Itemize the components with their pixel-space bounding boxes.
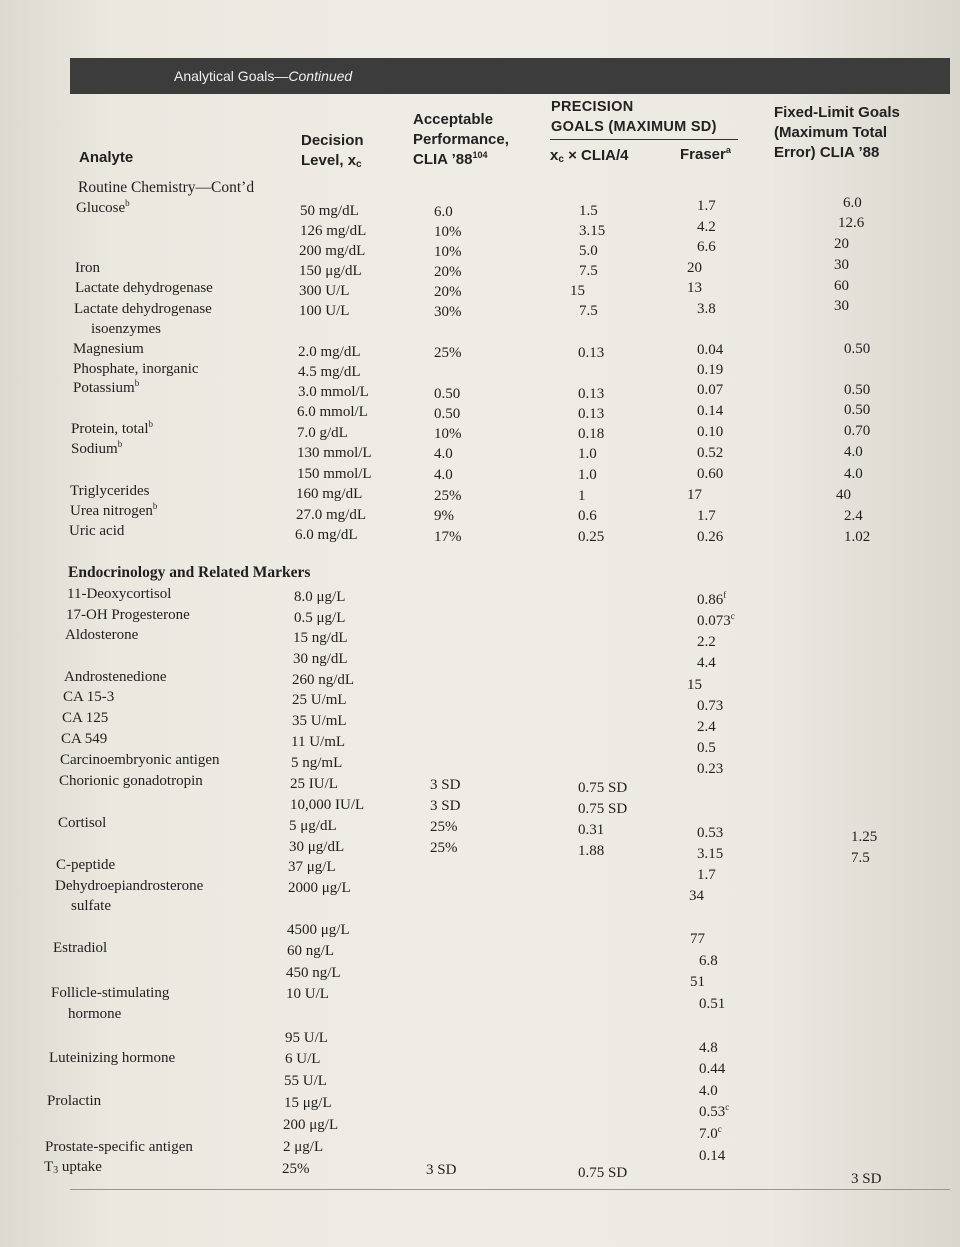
decision-level-cell: 95 U/L	[285, 1030, 328, 1046]
header-acceptable-line1: Acceptable	[413, 111, 494, 128]
fraser-cell: 0.14	[697, 403, 724, 419]
fraser-cell: 3.8	[697, 301, 716, 317]
fraser-cell: 0.5	[697, 740, 716, 756]
page-bottom-rule	[70, 1189, 950, 1190]
decision-level-cell: 200 mg/dL	[299, 243, 366, 259]
decision-level-cell: 126 mg/dL	[300, 223, 367, 239]
clia4-cell: 0.75 SD	[578, 780, 628, 796]
decision-level-cell: 150 mmol/L	[297, 466, 372, 482]
fraser-cell: 34	[689, 888, 704, 904]
acceptable-performance-cell: 17%	[434, 529, 462, 545]
fixed-limit-cell: 0.50	[844, 382, 871, 398]
acceptable-performance-cell: 3 SD	[426, 1162, 457, 1178]
analyte-cell: isoenzymes	[91, 321, 161, 337]
decision-level-cell: 35 U/mL	[292, 713, 347, 729]
decision-level-cell: 160 mg/dL	[296, 486, 363, 502]
fraser-cell: 0.53	[697, 825, 724, 841]
analyte-cell: Prolactin	[47, 1093, 102, 1109]
analyte-cell: Follicle-stimulating	[51, 985, 170, 1001]
fraser-cell: 0.14	[699, 1148, 726, 1164]
fixed-limit-cell: 6.0	[843, 195, 862, 211]
clia4-cell: 0.25	[578, 529, 605, 545]
fixed-limit-cell: 1.25	[851, 829, 878, 845]
decision-level-cell: 200 μg/L	[283, 1117, 339, 1133]
acceptable-performance-cell: 30%	[434, 304, 462, 320]
fraser-cell: 17	[687, 487, 702, 503]
section-endocrinology: Endocrinology and Related Markers	[68, 564, 311, 581]
acceptable-performance-cell: 25%	[434, 345, 462, 361]
decision-level-cell: 5 μg/dL	[289, 818, 337, 834]
decision-level-cell: 5 ng/mL	[291, 755, 343, 771]
acceptable-performance-cell: 0.50	[434, 406, 461, 422]
analyte-cell: CA 125	[62, 710, 109, 726]
fixed-limit-cell: 20	[834, 236, 849, 252]
decision-level-cell: 27.0 mg/dL	[296, 507, 366, 523]
decision-level-cell: 55 U/L	[284, 1073, 327, 1089]
acceptable-performance-cell: 25%	[430, 840, 458, 856]
decision-level-cell: 4500 μg/L	[287, 922, 350, 938]
fixed-limit-cell: 2.4	[844, 508, 863, 524]
acceptable-performance-cell: 10%	[434, 426, 462, 442]
acceptable-performance-cell: 3 SD	[430, 798, 461, 814]
analyte-cell: Iron	[75, 260, 100, 276]
analyte-cell: Chorionic gonadotropin	[59, 773, 203, 789]
fraser-cell: 0.073$^c$	[697, 611, 735, 629]
analyte-cell: Potassium$^b$	[73, 378, 140, 396]
fraser-cell: 4.2	[697, 219, 716, 235]
decision-level-cell: 6.0 mmol/L	[297, 404, 368, 420]
acceptable-performance-cell: 20%	[434, 264, 462, 280]
fixed-limit-cell: 0.50	[844, 341, 871, 357]
analyte-cell: Prostate-specific antigen	[45, 1139, 193, 1155]
fraser-cell: 1.7	[697, 508, 716, 524]
analyte-cell: 17-OH Progesterone	[66, 607, 190, 623]
table-title-banner	[70, 58, 950, 94]
acceptable-performance-cell: 10%	[434, 224, 462, 240]
analyte-cell: CA 15-3	[63, 689, 115, 705]
fraser-cell: 3.15	[697, 846, 724, 862]
clia4-cell: 0.13	[578, 345, 605, 361]
clia4-cell: 1.0	[578, 446, 597, 462]
fraser-cell: 6.6	[697, 239, 716, 255]
fraser-cell: 0.26	[697, 529, 724, 545]
fraser-cell: 20	[687, 260, 702, 276]
fraser-cell: 1.7	[697, 198, 716, 214]
clia4-cell: 7.5	[579, 263, 598, 279]
acceptable-performance-cell: 6.0	[434, 204, 453, 220]
fraser-cell: 0.23	[697, 761, 724, 777]
decision-level-cell: 150 μg/dL	[299, 263, 362, 279]
analyte-cell: C-peptide	[56, 857, 116, 873]
analyte-cell: Triglycerides	[70, 483, 150, 499]
fraser-cell: 0.60	[697, 466, 724, 482]
header-fixed-line2: (Maximum Total	[774, 124, 888, 141]
analyte-cell: 11-Deoxycortisol	[67, 586, 172, 602]
fixed-limit-cell: 40	[836, 487, 851, 503]
decision-level-cell: 260 ng/dL	[292, 672, 355, 688]
analyte-cell: Cortisol	[58, 815, 107, 831]
fraser-cell: 6.8	[699, 953, 718, 969]
fraser-cell: 0.52	[697, 445, 724, 461]
decision-level-cell: 0.5 μg/L	[294, 610, 346, 626]
header-decision-line1: Decision	[301, 132, 364, 149]
decision-level-cell: 2000 μg/L	[288, 880, 351, 896]
analyte-cell: hormone	[68, 1006, 122, 1022]
fraser-cell: 0.53$^c$	[699, 1102, 730, 1120]
analyte-cell: Androstenedione	[64, 669, 167, 685]
fraser-cell: 0.19	[697, 362, 724, 378]
decision-level-cell: 300 U/L	[299, 283, 350, 299]
fraser-cell: 13	[687, 280, 702, 296]
clia4-cell: 0.18	[578, 426, 605, 442]
analyte-cell: Urea nitrogen$^b$	[70, 501, 158, 519]
decision-level-cell: 3.0 mmol/L	[298, 384, 369, 400]
analyte-cell: Uric acid	[69, 523, 125, 539]
header-acceptable-line3: CLIA $’88^{104}$	[413, 150, 488, 168]
decision-level-cell: 2.0 mg/dL	[298, 344, 361, 360]
fraser-cell: 4.4	[697, 655, 716, 671]
analyte-cell: Estradiol	[53, 940, 108, 956]
acceptable-performance-cell: 25%	[430, 819, 458, 835]
analyte-cell: $T_3$ uptake	[44, 1159, 102, 1176]
fraser-cell: 0.86$^f$	[697, 590, 727, 608]
header-precision-goals	[551, 97, 717, 137]
fixed-limit-cell: 3 SD	[851, 1171, 882, 1187]
fraser-cell: 0.73	[697, 698, 724, 714]
fraser-cell: 4.0	[699, 1083, 718, 1099]
decision-level-cell: 130 mmol/L	[297, 445, 372, 461]
clia4-cell: 0.6	[578, 508, 597, 524]
acceptable-performance-cell: 10%	[434, 244, 462, 260]
clia4-cell: 1.88	[578, 843, 605, 859]
header-fraser: Fraser$^a$	[680, 145, 731, 163]
decision-level-cell: 2 μg/L	[283, 1139, 324, 1155]
banner-continued: Continued	[288, 68, 353, 84]
decision-level-cell: 30 ng/dL	[293, 651, 348, 667]
decision-level-cell: 6 U/L	[285, 1051, 321, 1067]
analyte-cell: Carcinoembryonic antigen	[60, 752, 220, 768]
decision-level-cell: 25%	[282, 1161, 310, 1177]
fraser-cell: 2.4	[697, 719, 716, 735]
clia4-cell: 0.31	[578, 822, 605, 838]
fraser-cell: 15	[687, 677, 702, 693]
analyte-cell: Glucose$^b$	[76, 198, 130, 216]
clia4-cell: 1	[578, 488, 586, 504]
section-routine-chemistry: Routine Chemistry—Cont’d	[78, 179, 255, 196]
clia4-cell: 1.0	[578, 467, 597, 483]
header-clia4: $x_c$ × CLIA/4	[550, 147, 629, 165]
decision-level-cell: 7.0 g/dL	[297, 425, 348, 441]
acceptable-performance-cell: 4.0	[434, 467, 453, 483]
clia4-cell: 0.13	[578, 406, 605, 422]
header-analyte: Analyte	[79, 149, 134, 166]
analyte-cell: sulfate	[71, 898, 111, 914]
fixed-limit-cell: 30	[834, 257, 849, 273]
clia4-cell: 0.13	[578, 386, 605, 402]
acceptable-performance-cell: 25%	[434, 488, 462, 504]
precision-header-rule	[550, 139, 738, 140]
decision-level-cell: 10 U/L	[286, 986, 329, 1002]
decision-level-cell: 6.0 mg/dL	[295, 527, 358, 543]
header-decision-level	[301, 131, 364, 171]
analyte-cell: Phosphate, inorganic	[73, 361, 199, 377]
analyte-cell: Protein, total$^b$	[71, 419, 153, 437]
analyte-cell: Lactate dehydrogenase	[75, 280, 213, 296]
fixed-limit-cell: 0.50	[844, 402, 871, 418]
decision-level-cell: 25 U/mL	[292, 692, 347, 708]
analyte-cell: Luteinizing hormone	[49, 1050, 176, 1066]
fraser-cell: 77	[690, 931, 705, 947]
decision-level-cell: 30 μg/dL	[289, 839, 345, 855]
header-acceptable-performance	[413, 110, 509, 170]
acceptable-performance-cell: 3 SD	[430, 777, 461, 793]
clia4-cell: 0.75 SD	[578, 801, 628, 817]
fraser-cell: 1.7	[697, 867, 716, 883]
fraser-cell: 0.04	[697, 342, 724, 358]
fixed-limit-cell: 4.0	[844, 444, 863, 460]
fixed-limit-cell: 0.70	[844, 423, 871, 439]
fixed-limit-cell: 4.0	[844, 466, 863, 482]
fraser-cell: 7.0$^c$	[699, 1124, 722, 1142]
decision-level-cell: 15 μg/L	[284, 1095, 332, 1111]
fraser-cell: 2.2	[697, 634, 716, 650]
clia4-cell: 5.0	[579, 243, 598, 259]
header-precision-line1: PRECISION	[551, 99, 634, 115]
clia4-cell: 3.15	[579, 223, 606, 239]
fixed-limit-cell: 30	[834, 298, 849, 314]
fixed-limit-cell: 1.02	[844, 529, 871, 545]
fixed-limit-cell: 7.5	[851, 850, 870, 866]
clia4-cell: 7.5	[579, 303, 598, 319]
analyte-cell: Magnesium	[73, 341, 144, 357]
clia4-cell: 1.5	[579, 203, 598, 219]
decision-level-cell: 37 μg/L	[288, 859, 336, 875]
acceptable-performance-cell: 0.50	[434, 386, 461, 402]
header-fixed-limit-goals	[774, 103, 900, 163]
header-fixed-line1: Fixed-Limit Goals	[774, 104, 900, 121]
decision-level-cell: 11 U/mL	[291, 734, 346, 750]
fraser-cell: 51	[690, 974, 705, 990]
analyte-cell: Aldosterone	[65, 627, 139, 643]
header-acceptable-line2: Performance,	[413, 131, 509, 148]
decision-level-cell: 450 ng/L	[286, 965, 341, 981]
header-precision-line2: GOALS (MAXIMUM SD)	[551, 119, 717, 135]
decision-level-cell: 4.5 mg/dL	[298, 364, 361, 380]
fixed-limit-cell: 60	[834, 278, 849, 294]
clia4-cell: 0.75 SD	[578, 1165, 628, 1181]
fraser-cell: 4.8	[699, 1040, 718, 1056]
fraser-cell: 0.10	[697, 424, 724, 440]
decision-level-cell: 15 ng/dL	[293, 630, 348, 646]
fraser-cell: 0.44	[699, 1061, 726, 1077]
decision-level-cell: 10,000 IU/L	[290, 797, 365, 813]
fixed-limit-cell: 12.6	[838, 215, 865, 231]
decision-level-cell: 60 ng/L	[287, 943, 335, 959]
fraser-cell: 0.51	[699, 996, 726, 1012]
acceptable-performance-cell: 4.0	[434, 446, 453, 462]
decision-level-cell: 25 IU/L	[290, 776, 338, 792]
decision-level-cell: 100 U/L	[299, 303, 350, 319]
header-fixed-line3: Error) CLIA ’88	[774, 144, 880, 161]
decision-level-cell: 50 mg/dL	[300, 203, 359, 219]
acceptable-performance-cell: 9%	[434, 508, 454, 524]
analyte-cell: Lactate dehydrogenase	[74, 301, 212, 317]
banner-title: Analytical Goals—	[174, 68, 289, 84]
analyte-cell: Sodium$^b$	[71, 439, 123, 457]
fraser-cell: 0.07	[697, 382, 724, 398]
analyte-cell: Dehydroepiandrosterone	[55, 878, 204, 894]
decision-level-cell: 8.0 μg/L	[294, 589, 346, 605]
acceptable-performance-cell: 20%	[434, 284, 462, 300]
clia4-cell: 15	[570, 283, 585, 299]
header-decision-line2: Level, $x_c$	[301, 152, 362, 170]
analyte-cell: CA 549	[61, 731, 108, 747]
